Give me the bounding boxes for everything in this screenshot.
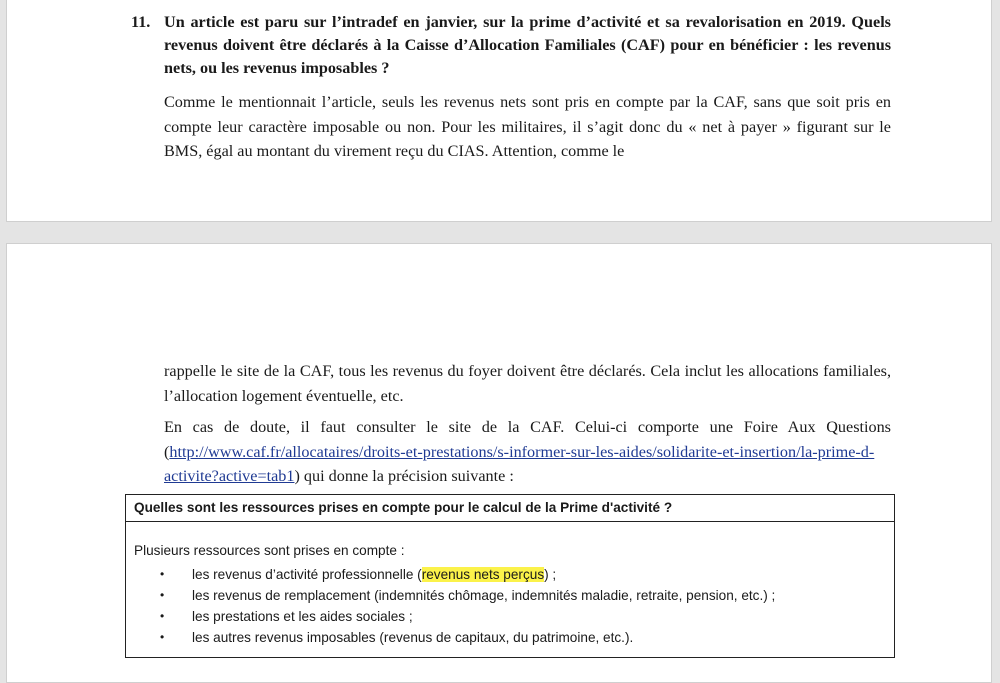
question-number: 11. <box>131 13 151 31</box>
list-item <box>126 564 775 585</box>
bullet-icon: • <box>160 609 165 623</box>
faq-quote-box <box>125 494 895 658</box>
list-item-text: les prestations et les aides sociales ; <box>192 609 413 624</box>
list-item-text: les autres revenus imposables (revenus de capitaux, du patrimoine, etc.). <box>192 630 634 645</box>
list-item <box>126 585 775 606</box>
answer-continued-paragraph: rappelle le site de la CAF, tous les revenus du foyer doivent être déclarés. Cela inclut les allocations familiales, l’allocation logement éventuelle, etc. <box>164 362 891 405</box>
bullet-icon: • <box>160 588 165 602</box>
faq-box-title: Quelles sont les ressources prises en compte pour le calcul de la Prime d'activité ? <box>126 495 894 522</box>
list-item-text-before: les revenus d’activité professionnelle ( <box>192 567 422 582</box>
faq-box-intro: Plusieurs ressources sont prises en compte : <box>134 543 405 558</box>
answer-paragraph: Comme le mentionnait l’article, seuls les revenus nets sont pris en compte par la CAF, sans que soit pris en compte leur caractère imposable ou non. Pour les militaires, il s’agit donc du « net à payer » figurant sur le BMS, égal au montant du virement reçu du CIAS. Attention, comme le <box>164 93 891 160</box>
list-item <box>126 606 775 627</box>
list-item-text-after: ) ; <box>544 567 557 582</box>
list-item <box>126 627 775 648</box>
highlighted-text: revenus nets perçus <box>421 567 545 582</box>
link-open-paren: ( <box>164 442 170 461</box>
doubt-text: En cas de doute, il faut consulter le site de la CAF. Celui-ci comporte une Foire Aux Questions <box>164 418 891 436</box>
bullet-icon: • <box>160 630 165 644</box>
bullet-icon: • <box>160 567 165 581</box>
list-item-text: les revenus de remplacement (indemnités chômage, indemnités maladie, retraite, pension, etc.) ; <box>192 588 776 603</box>
faq-reference-paragraph <box>164 415 891 489</box>
question-text: Un article est paru sur l’intradef en janvier, sur la prime d’activité et sa revalorisation en 2019. Quels revenus doivent être déclarés à la Caisse d’Allocation Familiales (CAF) pour en bénéficier : les revenus nets, ou les revenus imposables ? <box>164 13 891 77</box>
document-page-1 <box>6 0 992 222</box>
resources-list <box>126 564 775 648</box>
link-trailing-text: ) qui donne la précision suivante : <box>294 467 514 485</box>
question-heading <box>131 11 891 80</box>
document-page-2 <box>6 243 992 683</box>
caf-faq-link[interactable]: http://www.caf.fr/allocataires/droits-et-prestations/s-informer-sur-les-aides/solidarite-et-insertion/la-prime-d-activite?active=tab1 <box>164 442 875 485</box>
